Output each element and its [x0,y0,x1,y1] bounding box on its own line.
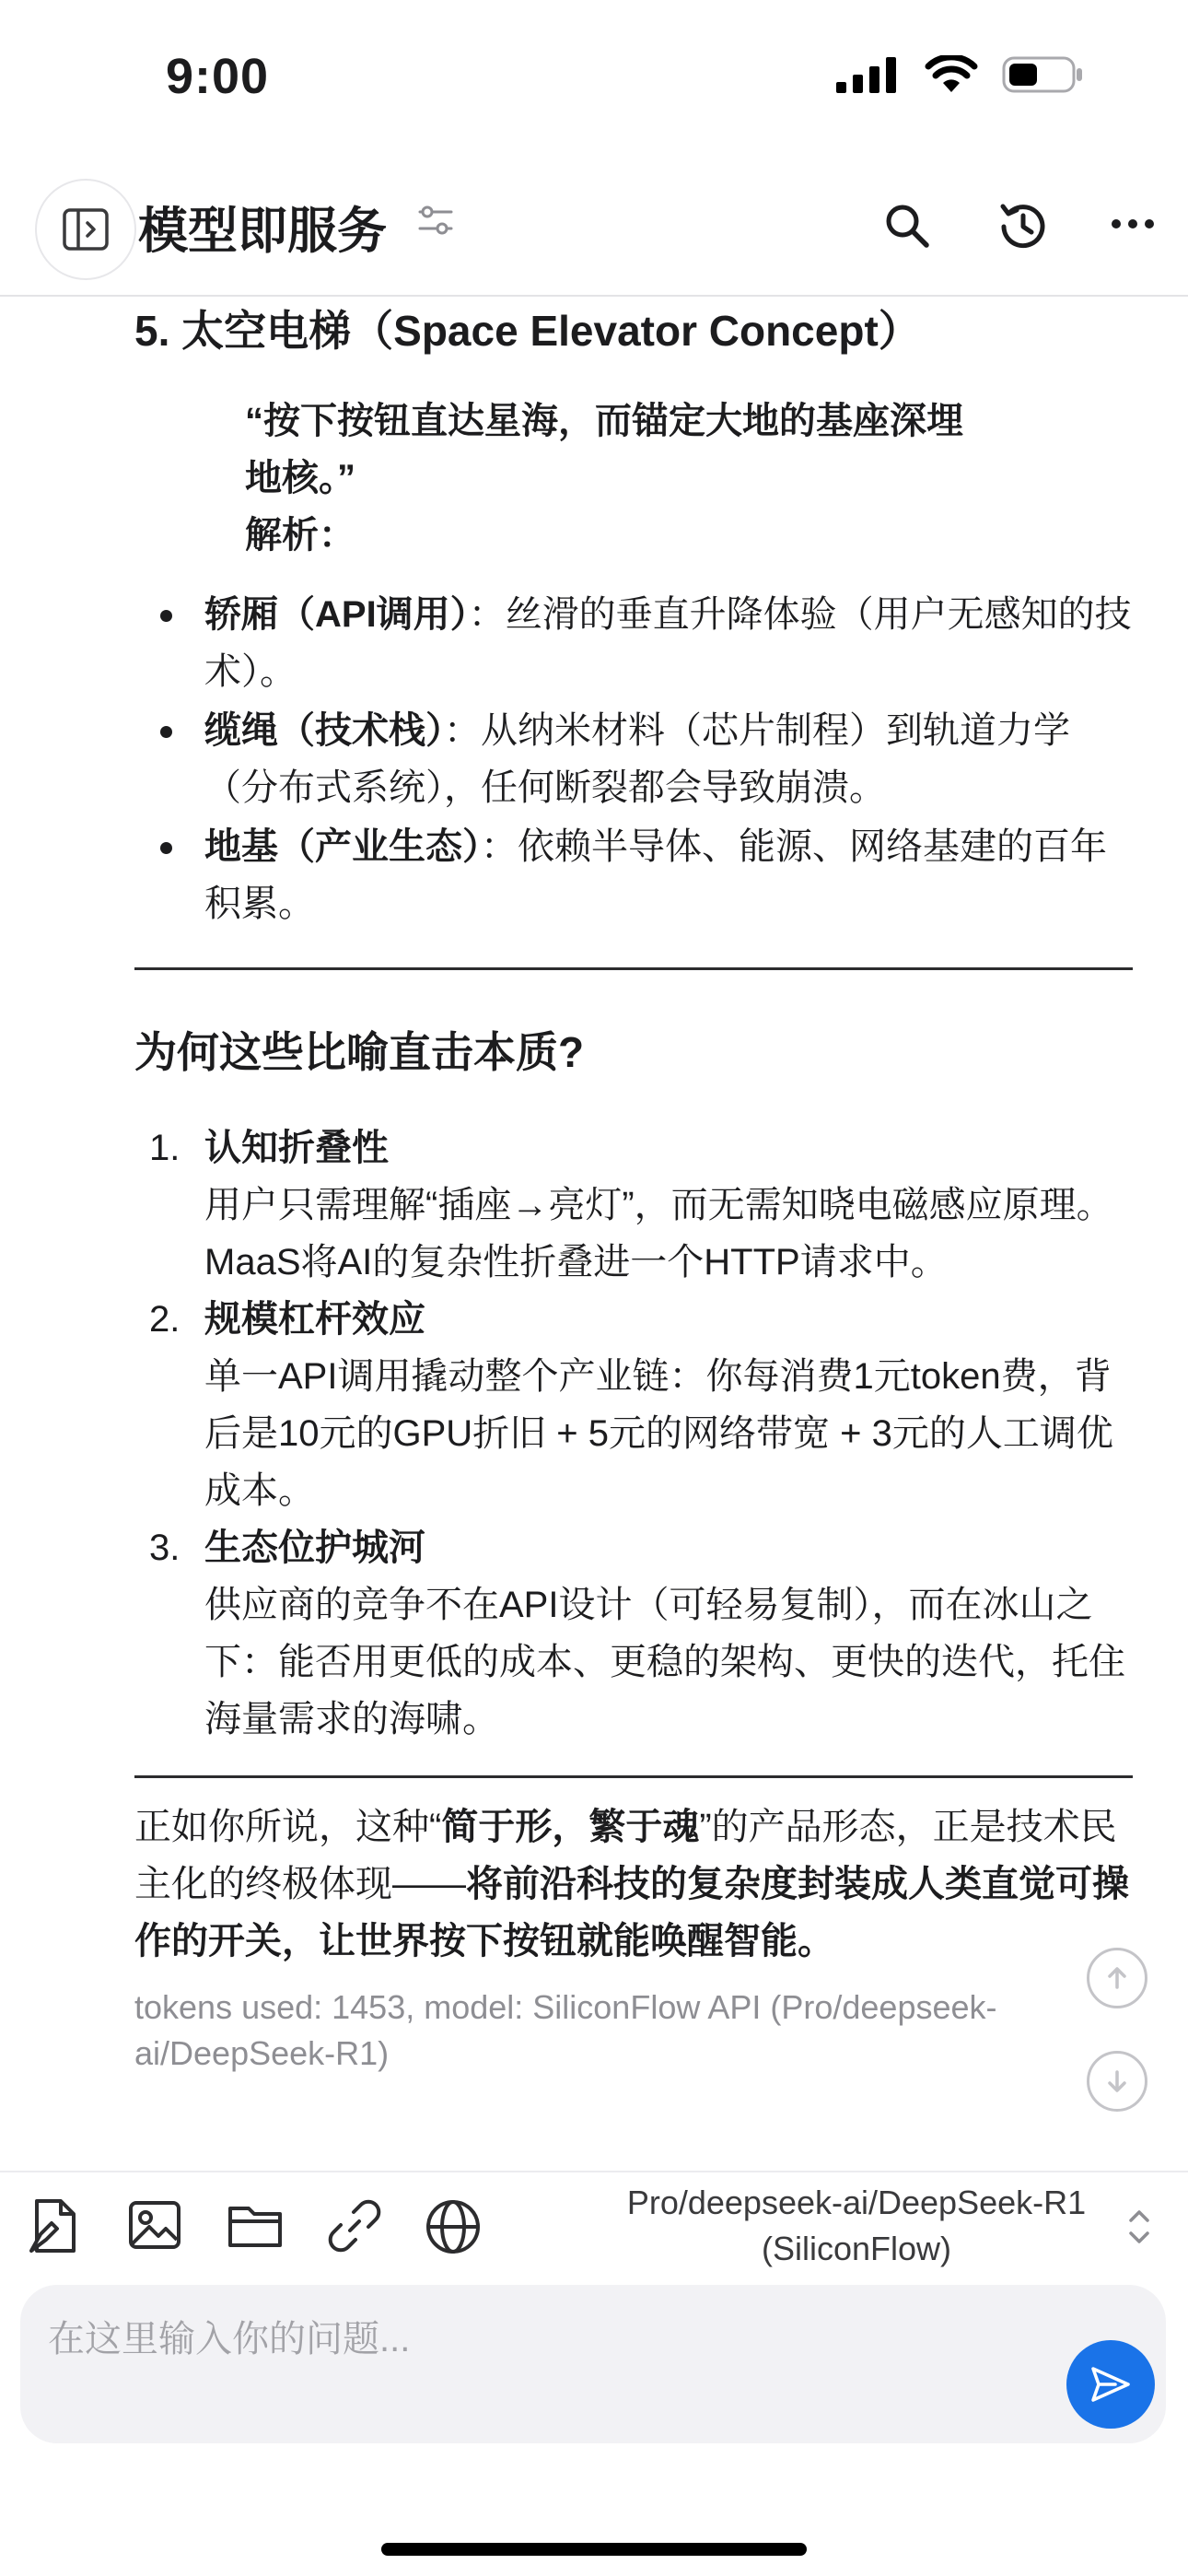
link-icon [326,2197,383,2254]
globe-icon [424,2197,483,2256]
list-item-text: 依赖半导体、能源、网络基建的百年积累。 [204,826,1107,924]
list-number: 2. [149,1299,181,1340]
scroll-down-button[interactable] [1087,2051,1147,2112]
list-item [204,702,1135,816]
model-name: Pro/deepseek-ai/DeepSeek-R1 [626,2184,1087,2221]
arrow-up-icon [1103,1964,1131,1992]
status-time: 9:00 [166,49,270,104]
list-item-title: 规模杠杆效应 [204,1299,425,1340]
model-selector[interactable] [589,2180,1124,2272]
section-heading: 5. 太空电梯（Space Elevator Concept） [134,307,921,355]
list-item-title: 地基（产业生态） [204,826,481,867]
prompt-input[interactable] [46,2311,1026,2368]
bullet-list [134,586,1135,932]
history-icon [995,199,1050,252]
sidebar-toggle-button[interactable] [35,179,136,280]
closing-text: 正如你所说，这种“ [134,1807,442,1847]
scroll-up-button[interactable] [1087,1948,1147,2008]
token-usage-meta: tokens used: 1453, model: SiliconFlow API (Pro/deepseek-ai/DeepSeek-R1) [134,1988,997,2072]
closing-text: ”的产品形态，正是技术民主化的终极体现—— [134,1807,1117,1904]
page-title: 模型即服务 [138,204,387,259]
closing-emphasis: 将前沿科技的复杂度封装成人类直觉可操作的开关，让世界按下按钮就能唤醒智能。 [134,1864,1129,1961]
list-item-separator: ： [468,594,506,635]
home-indicator [381,2543,807,2556]
status-icons [836,55,1085,94]
more-options-button[interactable] [1111,217,1155,235]
model-selector-chevron[interactable] [1125,2206,1153,2253]
section-heading: 为何这些比喻直击本质? [134,1028,585,1076]
list-item-text: 用户只需理解“插座→亮灯”，而无需知晓电磁感应原理。MaaS将AI的复杂性折叠进一个HTTP请求中。 [204,1185,1113,1282]
assistant-message [134,297,1135,2077]
list-item [204,586,1135,700]
image-icon [127,2197,182,2253]
list-item-title: 认知折叠性 [204,1128,389,1168]
history-button[interactable] [995,199,1050,257]
web-search-button[interactable] [424,2197,483,2256]
list-item-title: 缆绳（技术栈） [204,710,444,751]
closing-emphasis: 简于形，繁于魂 [441,1807,700,1847]
quote-line: 地核。” [245,458,355,498]
attach-folder-button[interactable] [227,2197,285,2256]
list-item-separator: ： [481,826,518,867]
search-button[interactable] [882,201,932,255]
cellular-signal-icon [836,56,901,93]
attach-link-button[interactable] [326,2197,385,2256]
list-item-text: 供应商的竞争不在API设计（可轻易复制），而在冰山之下：能否用更低的成本、更稳的架构、更快的迭代，托住海量需求的海啸。 [204,1585,1125,1739]
list-item-separator: ： [444,710,481,751]
battery-icon [1002,55,1085,94]
settings-sliders-button[interactable] [416,201,455,244]
divider [134,1775,1133,1778]
list-item [149,1291,1135,1519]
send-icon [1088,2361,1134,2407]
send-button[interactable] [1066,2340,1155,2429]
sidebar-icon [61,205,111,254]
list-item [204,818,1135,932]
attach-image-button[interactable] [127,2197,186,2256]
list-number: 1. [149,1128,181,1168]
chevron-up-down-icon [1125,2206,1153,2248]
list-number: 3. [149,1528,181,1568]
sliders-icon [416,201,455,240]
list-item-text: 从纳米材料（芯片制程）到轨道力学（分布式系统），任何断裂都会导致崩溃。 [204,710,1070,808]
divider [134,967,1133,970]
list-item-title: 生态位护城河 [204,1528,425,1568]
more-icon [1111,217,1155,230]
attach-file-button[interactable] [28,2197,87,2256]
analysis-label: 解析： [245,515,355,556]
list-item [149,1519,1135,1748]
quote-line: “按下按钮直达星海，而锚定大地的基座深埋 [245,401,963,441]
search-icon [882,201,932,251]
model-provider: (SiliconFlow) [761,2230,952,2267]
arrow-down-icon [1103,2067,1131,2095]
numbered-list [134,1119,1135,1748]
closing-paragraph [134,1798,1135,1970]
list-item-text: 丝滑的垂直升降体验（用户无感知的技术）。 [204,594,1132,692]
list-item [149,1119,1135,1291]
blockquote [134,392,1028,564]
file-edit-icon [28,2197,83,2256]
folder-icon [227,2197,284,2253]
list-item-text: 单一API调用撬动整个产业链：你每消费1元token费，背后是10元的GPU折旧 + 5元的网络带宽 + 3元的人工调优成本。 [204,1356,1113,1511]
wifi-icon [925,55,978,94]
list-item-title: 轿厢（API调用） [204,594,469,635]
